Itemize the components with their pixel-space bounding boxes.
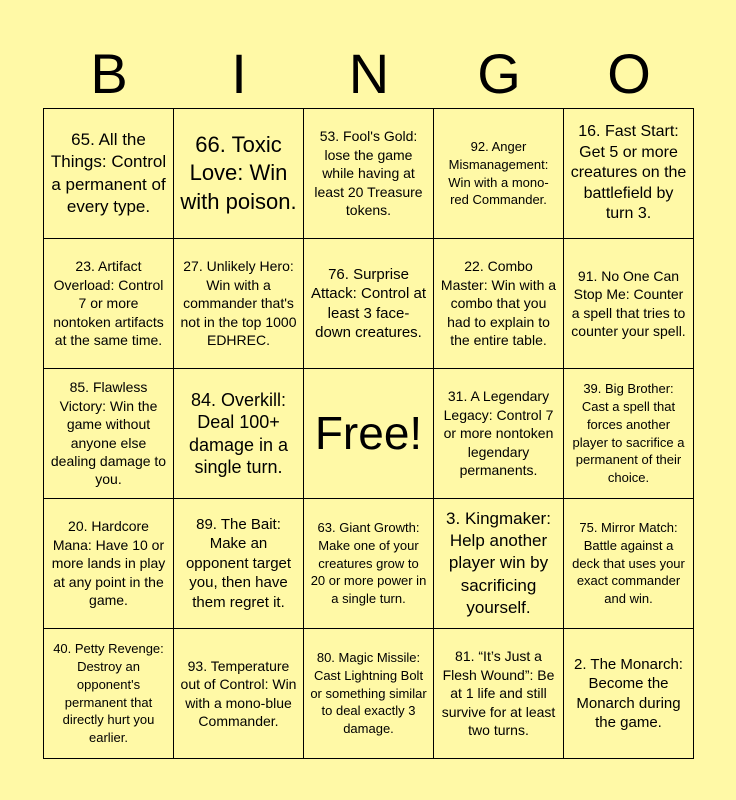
cell-text: 91. No One Can Stop Me: Counter a spell that tries to counter your spell. <box>571 267 686 339</box>
cell-text: 65. All the Things: Control a permanent of every type. <box>50 130 167 216</box>
bingo-cell[interactable] <box>44 369 174 499</box>
bingo-header <box>44 40 694 108</box>
bingo-cell[interactable] <box>304 499 434 629</box>
bingo-cell[interactable] <box>434 369 564 499</box>
cell-text: 27. Unlikely Hero: Win with a commander that's not in the top 1000 EDHREC. <box>180 258 297 349</box>
bingo-cell[interactable] <box>44 109 174 239</box>
bingo-cell[interactable] <box>174 499 304 629</box>
bingo-cell[interactable] <box>564 109 694 239</box>
header-letter-b: B <box>90 42 128 105</box>
bingo-cell[interactable] <box>434 239 564 369</box>
bingo-cell[interactable] <box>44 239 174 369</box>
cell-text: 81. “It’s Just a Flesh Wound”: Be at 1 life and still survive for at least two turns. <box>441 648 556 739</box>
cell-text: 92. Anger Mismanagement: Win with a mono-red Commander. <box>448 138 549 208</box>
cell-text: 20. Hardcore Mana: Have 10 or more lands in play at any point in the game. <box>51 518 166 609</box>
cell-text: 53. Fool's Gold: lose the game while having at least 20 Treasure tokens. <box>314 128 423 219</box>
bingo-cell[interactable] <box>564 499 694 629</box>
bingo-cell[interactable] <box>304 629 434 759</box>
bingo-cell[interactable] <box>304 109 434 239</box>
header-letter-i: I <box>231 42 247 105</box>
cell-text: 22. Combo Master: Win with a combo that you had to explain to the entire table. <box>440 258 557 349</box>
header-letter-g: G <box>477 42 521 105</box>
cell-text: 23. Artifact Overload: Control 7 or more nontoken artifacts at the same time. <box>53 258 164 349</box>
cell-text: 40. Petty Revenge: Destroy an opponent's permanent that directly hurt you earlier. <box>53 640 164 746</box>
bingo-cell[interactable] <box>564 629 694 759</box>
bingo-cell[interactable] <box>564 369 694 499</box>
bingo-cell[interactable] <box>174 629 304 759</box>
cell-text: 2. The Monarch: Become the Monarch during the game. <box>574 655 683 731</box>
cell-text: 75. Mirror Match: Battle against a deck that uses your exact commander and win. <box>572 519 685 607</box>
header-letter-n: N <box>348 42 390 105</box>
bingo-cell[interactable] <box>174 109 304 239</box>
cell-text: 39. Big Brother: Cast a spell that forces another player to sacrifice a permanent of their choice. <box>572 380 685 486</box>
bingo-grid <box>43 108 694 759</box>
cell-text: 31. A Legendary Legacy: Control 7 or more nontoken legendary permanents. <box>443 388 554 479</box>
cell-text: 3. Kingmaker: Help another player win by sacrificing yourself. <box>446 509 551 617</box>
cell-text: 93. Temperature out of Control: Win with a mono-blue Commander. <box>180 657 297 729</box>
bingo-cell[interactable] <box>564 239 694 369</box>
bingo-cell[interactable] <box>44 499 174 629</box>
cell-text: 76. Surprise Attack: Control at least 3 face-down creatures. <box>310 265 427 341</box>
bingo-cell[interactable] <box>44 629 174 759</box>
cell-text: 85. Flawless Victory: Win the game without anyone else dealing damage to you. <box>50 379 167 488</box>
free-cell-text: Free! <box>314 407 423 460</box>
cell-text: 89. The Bait: Make an opponent target you, then have them regret it. <box>185 515 292 611</box>
cell-text: 66. Toxic Love: Win with poison. <box>180 132 297 214</box>
bingo-cell[interactable] <box>174 369 304 499</box>
cell-text: 16. Fast Start: Get 5 or more creatures on the battlefield by turn 3. <box>570 123 687 223</box>
free-cell[interactable] <box>304 369 434 499</box>
bingo-cell[interactable] <box>434 499 564 629</box>
header-letter-o: O <box>607 42 651 105</box>
cell-text: 84. Overkill: Deal 100+ damage in a single turn. <box>188 389 289 477</box>
bingo-cell[interactable] <box>434 109 564 239</box>
cell-text: 80. Magic Missile: Cast Lightning Bolt or something similar to deal exactly 3 damage. <box>310 649 427 737</box>
cell-text: 63. Giant Growth: Make one of your creatures grow to 20 or more power in a single turn. <box>310 519 427 607</box>
bingo-cell[interactable] <box>304 239 434 369</box>
bingo-cell[interactable] <box>434 629 564 759</box>
bingo-cell[interactable] <box>174 239 304 369</box>
